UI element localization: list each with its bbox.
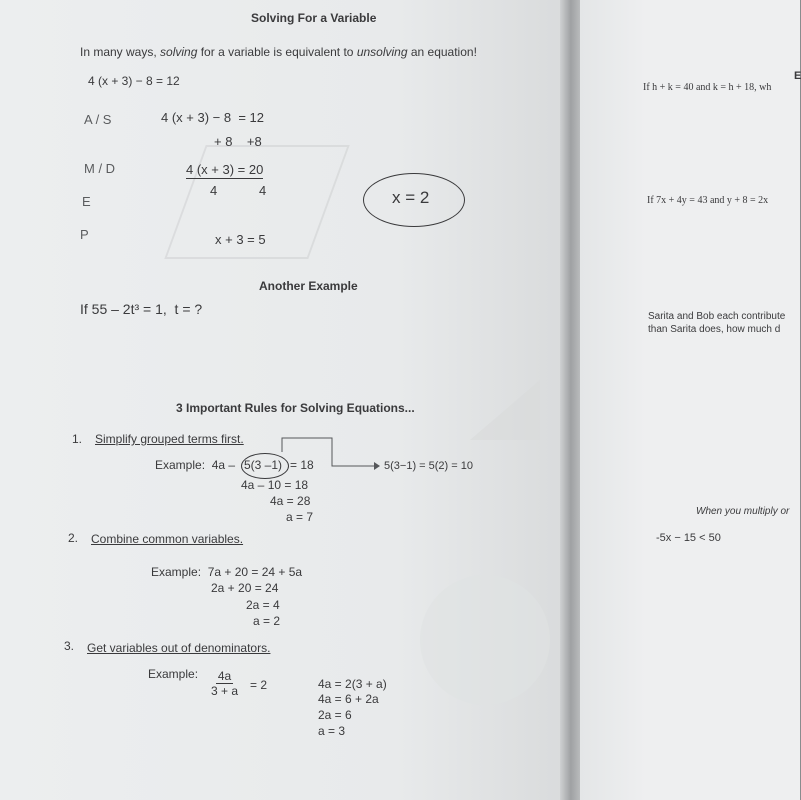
rule-3-line-2: 4a = 6 + 2a — [318, 692, 379, 706]
rule-3-fraction — [211, 669, 238, 698]
right-note: When you multiply or — [696, 506, 790, 517]
rule-3-fraction-result: = 2 — [250, 678, 268, 692]
rule-1-arrow — [270, 434, 380, 474]
md-denominator-right: 4 — [259, 183, 267, 198]
rule-2-line-1: 2a + 20 = 24 — [211, 581, 279, 595]
another-example-problem: If 55 – 2t³ = 1, t = ? — [80, 301, 203, 317]
p-line: x + 3 = 5 — [215, 232, 266, 247]
rule-2-example: Example: 7a + 20 = 24 + 5a — [151, 565, 303, 579]
rule-1-line-2: 4a = 28 — [270, 494, 311, 508]
step-label-md: M / D — [84, 161, 116, 176]
right-corner-letter: E — [794, 70, 801, 82]
rule-3-line-3: 2a = 6 — [318, 708, 352, 722]
rules-heading: 3 Important Rules for Solving Equations... — [176, 401, 415, 415]
rule-2-line-2: 2a = 4 — [246, 598, 280, 612]
rule-1-line-1: 4a – 10 = 18 — [241, 478, 309, 492]
rule-3-fraction-numerator: 4a — [217, 669, 232, 683]
rule-1-arrow-note: 5(3−1) = 5(2) = 10 — [384, 460, 473, 472]
right-inequality: -5x − 15 < 50 — [656, 532, 721, 544]
intro-part: In many ways, — [80, 45, 161, 59]
right-question-3-line-1: Sarita and Bob each contribute — [648, 311, 786, 322]
intro-text — [80, 45, 477, 59]
step-label-e: E — [82, 194, 91, 209]
intro-italic-solving: solving — [160, 45, 198, 59]
step-label-as: A / S — [84, 112, 112, 127]
md-denominator-left: 4 — [210, 183, 218, 198]
as-line-1: 4 (x + 3) − 8 = 12 — [161, 110, 264, 125]
rule-3-example-label: Example: — [148, 667, 199, 681]
right-question-3-line-2: than Sarita does, how much d — [648, 324, 781, 335]
right-page — [580, 0, 800, 800]
intro-part: an equation! — [407, 45, 477, 59]
right-question-2: If 7x + 4y = 43 and y + 8 = 2x — [647, 195, 769, 206]
rule-1-text: Simplify grouped terms first. — [95, 432, 244, 446]
rule-1-line-3: a = 7 — [286, 510, 314, 524]
step-label-p: P — [80, 227, 89, 242]
md-numerator: 4 (x + 3) = 20 — [186, 162, 264, 177]
rule-3-line-4: a = 3 — [318, 724, 346, 738]
as-line-2: + 8 +8 — [214, 134, 262, 149]
rule-1-example-prefix: Example: 4a – — [155, 458, 236, 472]
rule-3-line-1: 4a = 2(3 + a) — [318, 677, 387, 691]
rule-2-number: 2. — [68, 531, 79, 545]
rule-2-text: Combine common variables. — [91, 532, 244, 546]
rule-1-circled-term: 5(3 –1) — [244, 458, 283, 472]
bleed-through-triangle — [470, 380, 540, 440]
rule-2-line-3: a = 2 — [253, 614, 281, 628]
rule-1-example-suffix: = 18 — [290, 458, 314, 472]
another-example-heading: Another Example — [259, 279, 358, 293]
rule-3-fraction-denominator: 3 + a — [211, 684, 239, 698]
right-question-1: If h + k = 40 and k = h + 18, wh — [643, 82, 772, 93]
rule-1-number: 1. — [72, 432, 83, 446]
rule-3-text: Get variables out of denominators. — [87, 641, 271, 655]
bleed-through-circle — [420, 575, 550, 705]
start-equation: 4 (x + 3) − 8 = 12 — [88, 74, 180, 88]
page-title: Solving For a Variable — [251, 11, 377, 25]
intro-italic-unsolving: unsolving — [356, 45, 408, 59]
rule-3-number: 3. — [64, 639, 75, 653]
intro-part: for a variable is equivalent to — [197, 45, 357, 59]
answer-text: x = 2 — [392, 188, 430, 207]
